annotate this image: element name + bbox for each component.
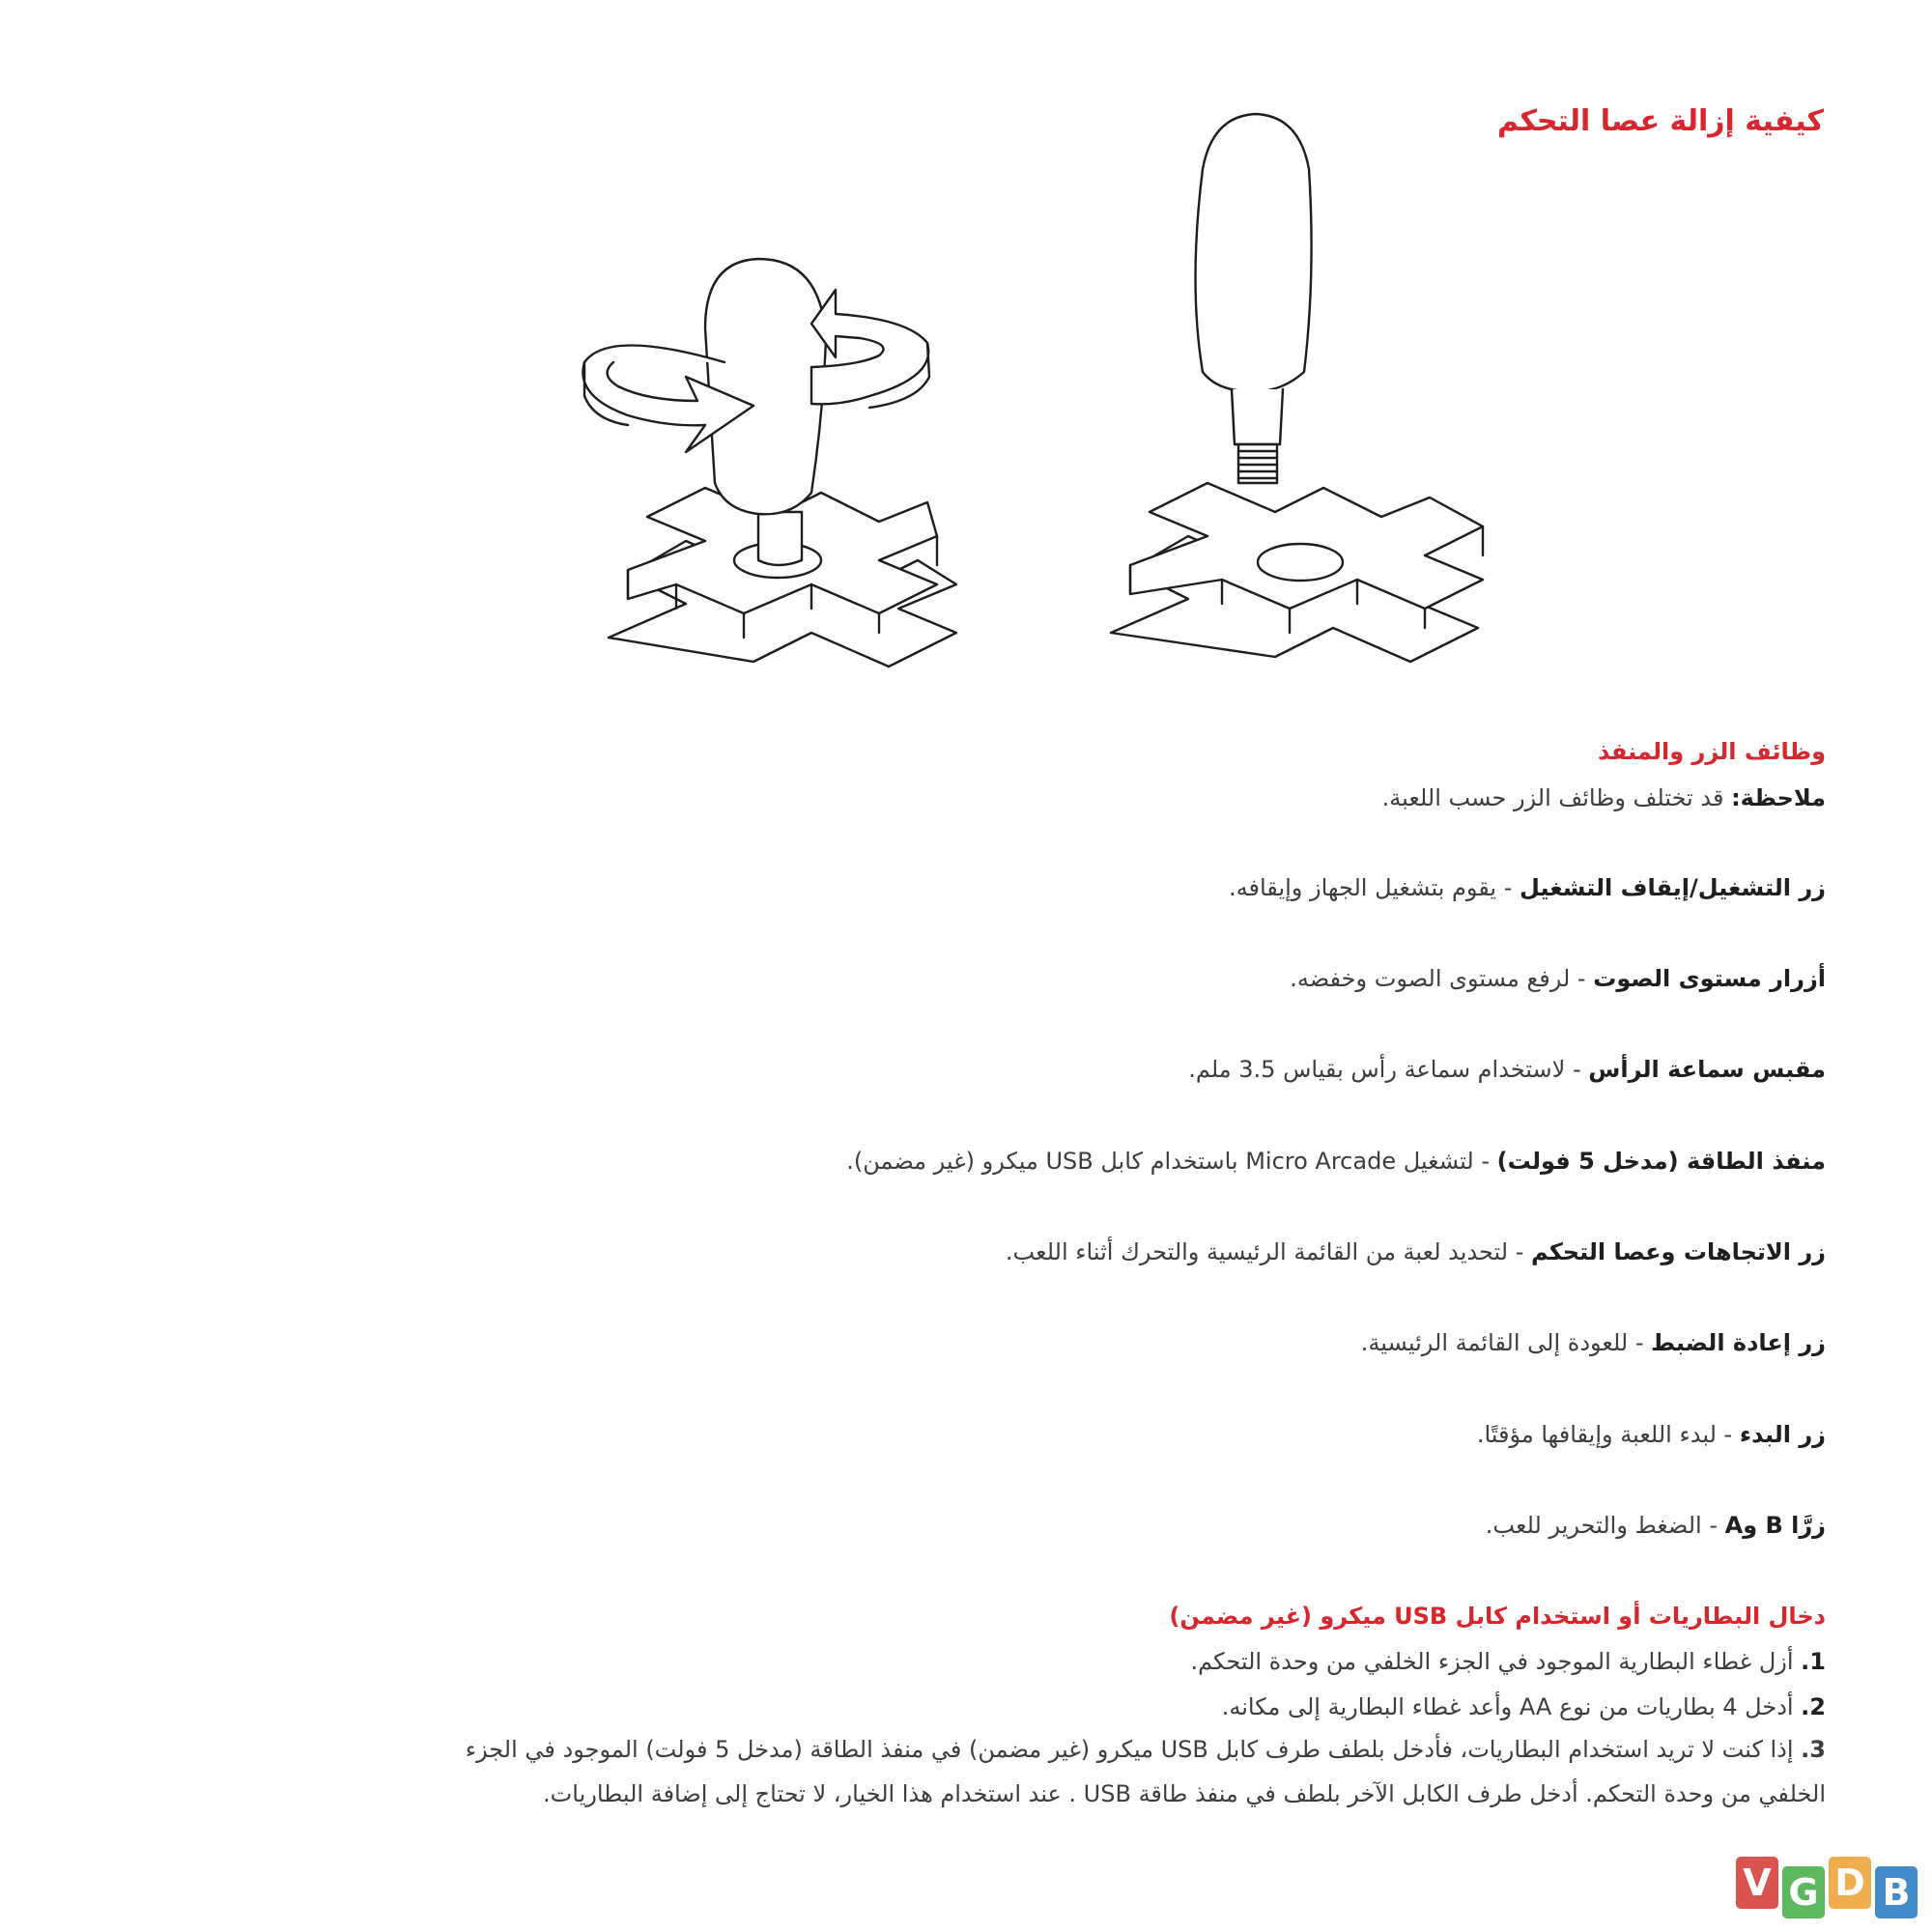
function-item-text: - لتشغيل Micro Arcade باستخدام كابل USB ميكرو (غير مضمن). bbox=[846, 1148, 1497, 1175]
note-label: ملاحظة: bbox=[1731, 784, 1826, 811]
function-item-text: - يقوم بتشغيل الجهاز وإيقافه. bbox=[1229, 874, 1520, 901]
function-item bbox=[1290, 965, 1826, 992]
logo-tile-g: G bbox=[1782, 1866, 1825, 1918]
logo-tile-v: V bbox=[1736, 1857, 1778, 1909]
function-item-text: - لاستخدام سماعة رأس بقياس 3.5 ملم. bbox=[1188, 1056, 1589, 1083]
step-number: 3. bbox=[1801, 1736, 1826, 1763]
section-heading-batteries: دخال البطاريات أو استخدام كابل USB ميكرو (غير مضمن) bbox=[1169, 1603, 1826, 1630]
function-item-text: - لبدء اللعبة وإيقافها مؤقتًا. bbox=[1476, 1421, 1740, 1448]
function-item-label: زر إعادة الضبط bbox=[1651, 1329, 1826, 1356]
joystick-removed-illustration bbox=[1111, 111, 1507, 691]
step-number: 2. bbox=[1801, 1693, 1826, 1720]
function-item-label: مقبس سماعة الرأس bbox=[1588, 1056, 1826, 1083]
function-item-label: زر الاتجاهات وعصا التحكم bbox=[1531, 1238, 1826, 1265]
step-item bbox=[1222, 1693, 1826, 1720]
function-item-text: - للعودة إلى القائمة الرئيسية. bbox=[1360, 1329, 1652, 1356]
logo-tile-b: B bbox=[1875, 1866, 1918, 1918]
step-number: 1. bbox=[1801, 1648, 1826, 1675]
step-item bbox=[464, 1727, 1826, 1816]
function-item-label: منفذ الطاقة (مدخل 5 فولت) bbox=[1496, 1148, 1826, 1175]
function-item-text: - لتحديد لعبة من القائمة الرئيسية والتحرك أثناء اللعب. bbox=[1005, 1238, 1532, 1265]
note-text: قد تختلف وظائف الزر حسب اللعبة. bbox=[1381, 784, 1732, 811]
step-text: أدخل 4 بطاريات من نوع AA وأعد غطاء البطارية إلى مكانه. bbox=[1221, 1693, 1802, 1720]
vgdb-logo bbox=[1734, 1857, 1927, 1932]
function-item bbox=[1188, 1056, 1826, 1083]
function-item-text: - لرفع مستوى الصوت وخفضه. bbox=[1290, 965, 1594, 992]
logo-tile-d: D bbox=[1829, 1857, 1871, 1909]
function-item bbox=[1486, 1512, 1826, 1539]
section-heading-button-functions: وظائف الزر والمنفذ bbox=[1597, 738, 1826, 765]
function-item-label: زر التشغيل/إيقاف التشغيل bbox=[1520, 874, 1826, 901]
function-item-label: أزرار مستوى الصوت bbox=[1593, 965, 1826, 992]
step-text: إذا كنت لا تريد استخدام البطاريات، فأدخل بلطف طرف كابل USB ميكرو (غير مضمن) في منفذ الطاقة (مدخل 5 فولت) الموجود في الجزء الخلفي من وحدة التحكم. أدخل طرف الكابل الآخر بلطف في منفذ طاقة USB . عند استخدام هذا الخيار، لا تحتاج إلى إضافة البطاريات. bbox=[465, 1736, 1826, 1807]
note-line bbox=[1382, 784, 1826, 811]
function-item bbox=[1477, 1421, 1826, 1448]
function-item-text: - الضغط والتحرير للعب. bbox=[1485, 1512, 1725, 1539]
function-item-label: زرَّا B وA bbox=[1724, 1512, 1826, 1539]
section-heading-remove-joystick: كيفية إزالة عصا التحكم bbox=[1496, 104, 1824, 138]
function-item bbox=[846, 1148, 1826, 1175]
function-item bbox=[1229, 874, 1826, 901]
function-item bbox=[1361, 1329, 1826, 1356]
step-item bbox=[1190, 1648, 1826, 1675]
step-text: أزل غطاء البطارية الموجود في الجزء الخلفي من وحدة التحكم. bbox=[1190, 1648, 1802, 1675]
function-item bbox=[1006, 1238, 1826, 1265]
function-item-label: زر البدء bbox=[1739, 1421, 1826, 1448]
joystick-rotate-illustration bbox=[570, 251, 976, 696]
